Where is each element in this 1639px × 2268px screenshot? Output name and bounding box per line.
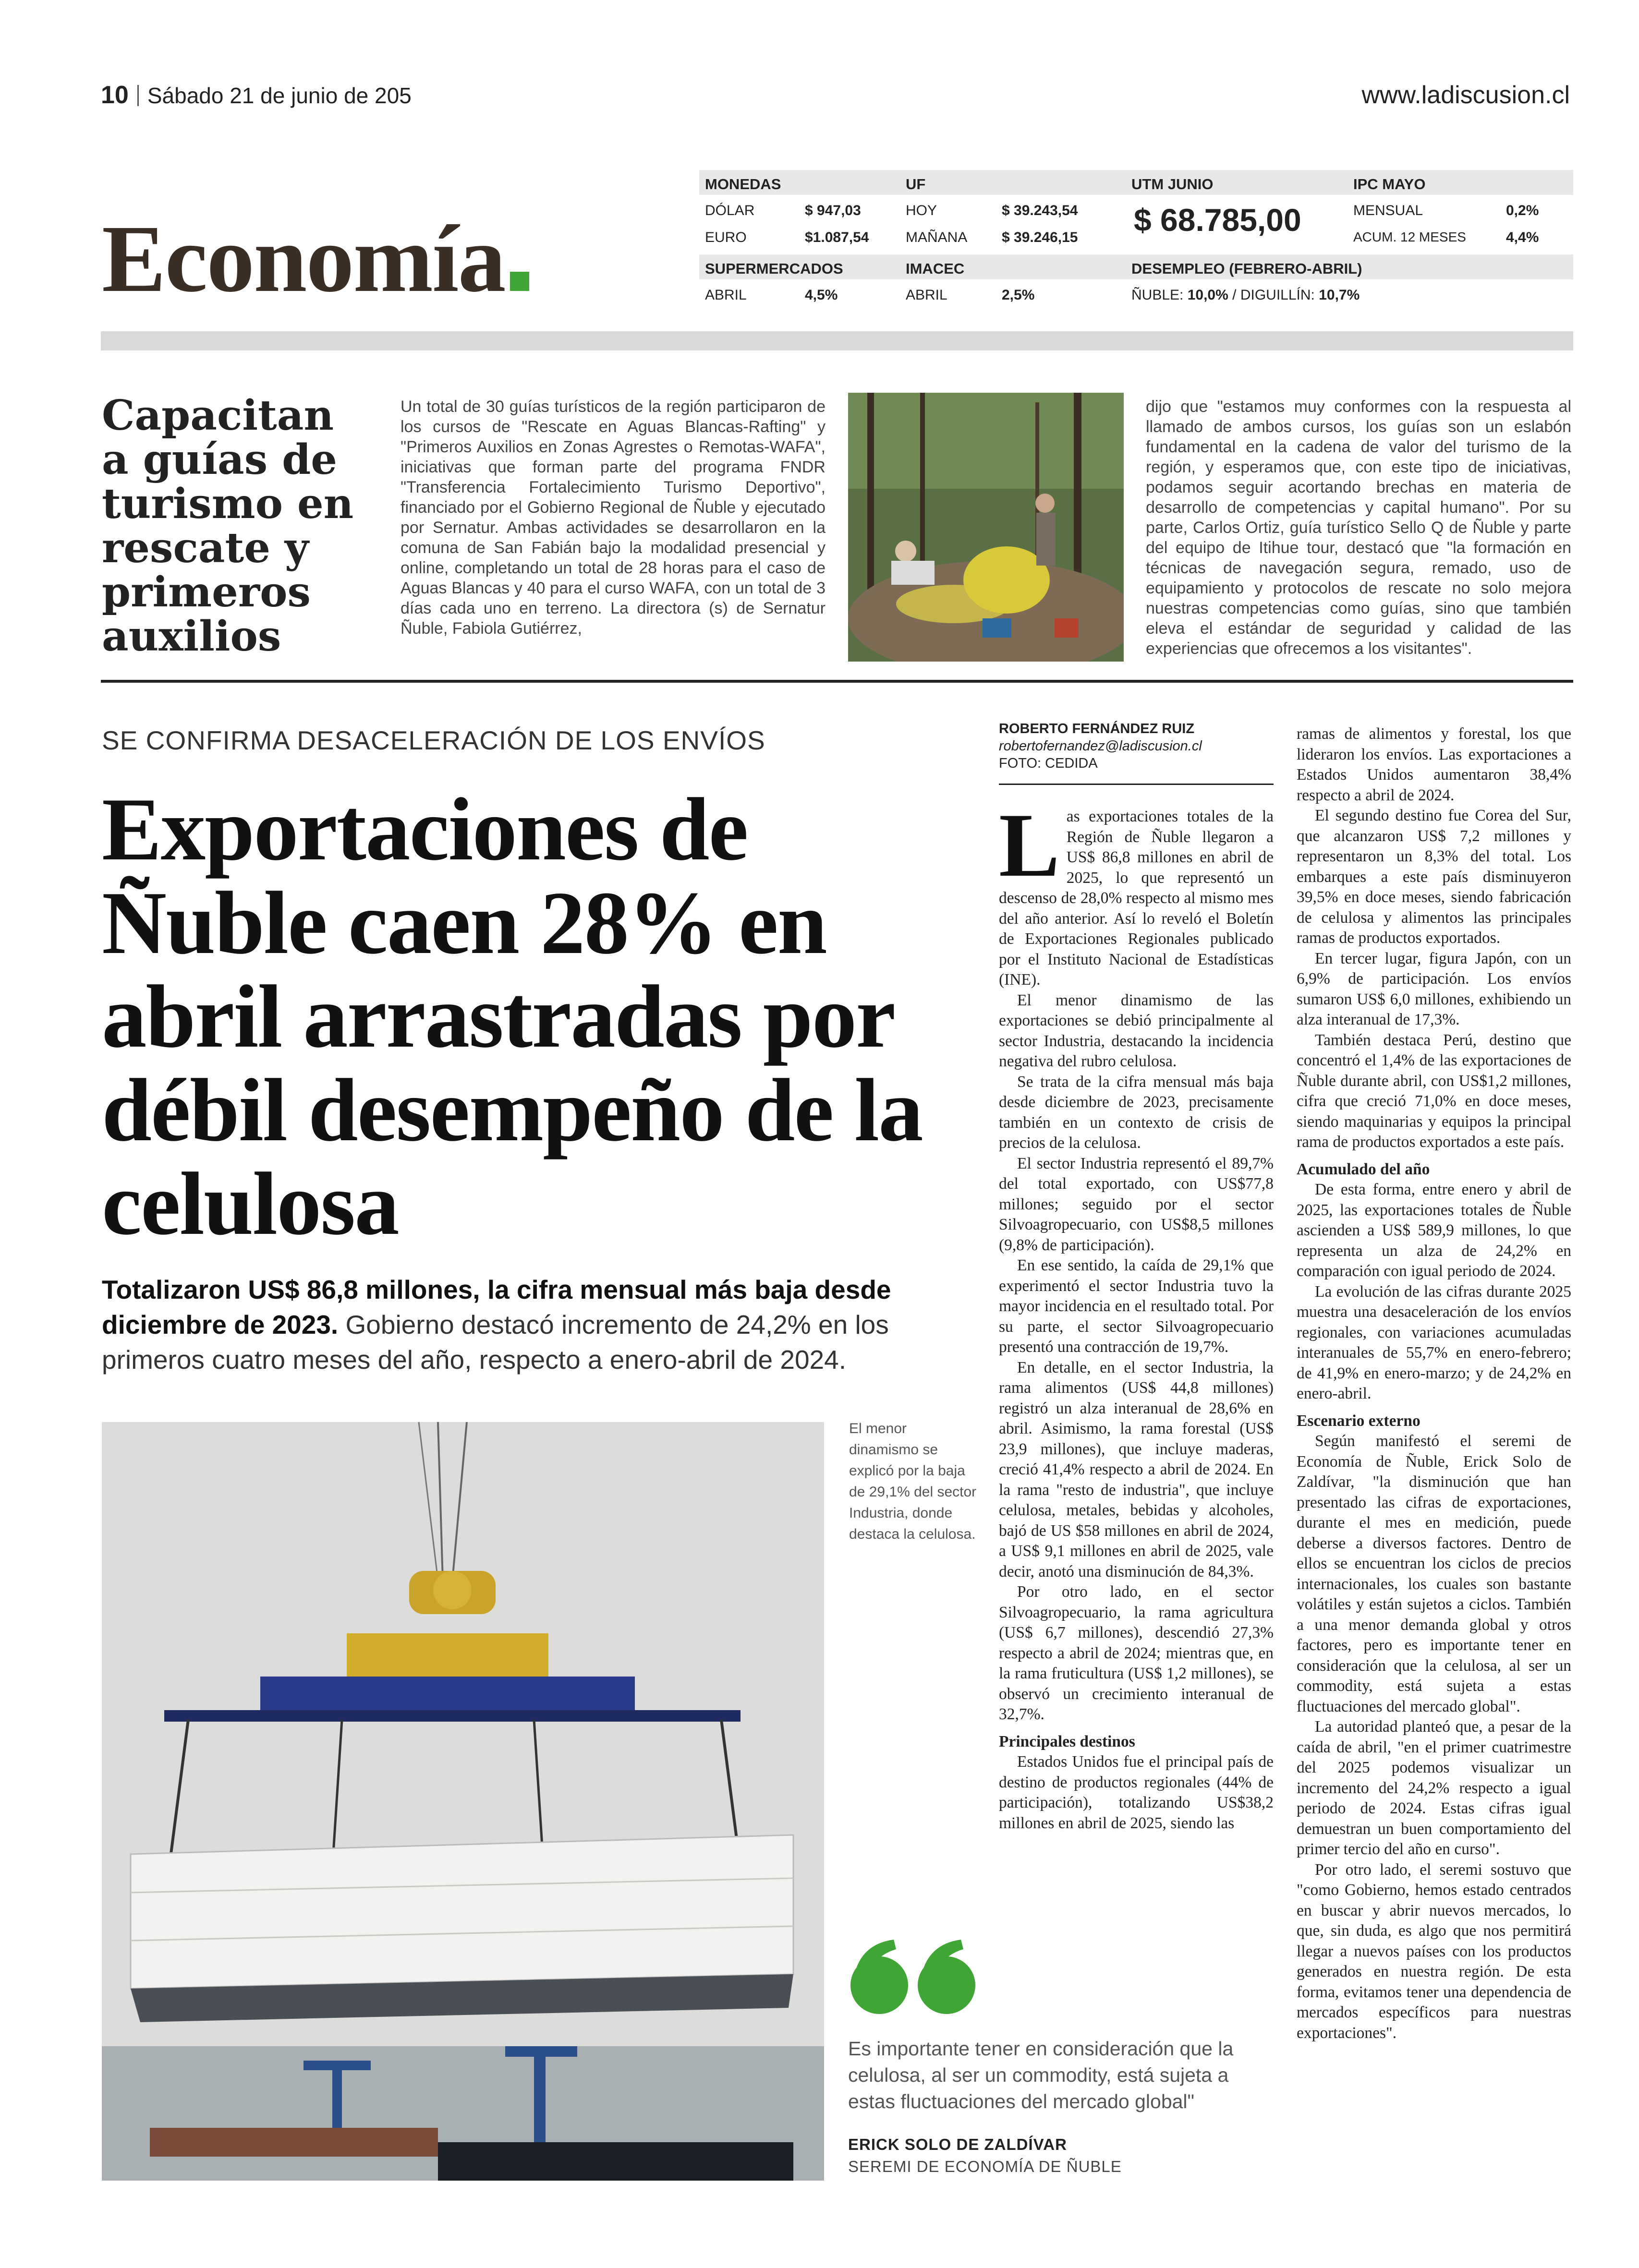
paragraph: ramas de alimentos y forestal, los que lideraron los envíos. Las exportaciones a Estados Unidos aumentaron 38,4% respecto a abril de 2024. <box>1297 725 1571 804</box>
uf-manana-value: $ 39.246,15 <box>1002 229 1078 245</box>
utm-value: $ 68.785,00 <box>1134 202 1301 238</box>
utm-label: UTM JUNIO <box>1131 176 1214 193</box>
nuble-label: ÑUBLE: <box>1131 287 1184 303</box>
section-title <box>102 206 529 312</box>
paragraph: La autoridad planteó que, a pesar de la caída de abril, "en el primer cuatrimestre del 2025 podemos visualizar un incremento del 24,2% respecto a igual periodo de 2024. Estas cifras igual demuestran un buen comportamiento del primer tercio del año en curso". <box>1297 1718 1571 1858</box>
main-rule <box>101 680 1573 683</box>
paragraph: Según manifestó el seremi de Economía de Ñuble, Erick Solo de Zaldívar, "la disminución que han presentado las cifras de exportaciones, durante el mes en medición, puede deberse a diversos factores. Dentro de ellos se encuentran los ciclos de precios internacionales, los cuales son bastante volátiles y están sujetos a ciclos. También a una menor demanda global y otros factores, pero es importante tener en consideración que la celulosa, al ser un commodity, está sujeta a estas fluctuaciones del mercado global". <box>1297 1432 1571 1715</box>
paragraph: En detalle, en el sector Industria, la rama alimentos (US$ 44,8 millones) registró un alza interanual de 28,6% en abril. Asimismo, la rama forestal (US$ 23,9 millones), que incluye maderas, creció 41,4% respecto a abril de 2024. En la rama "resto de industria", que incluye celulosa, metales, bebidas y alcoholes, bajó de US $58 millones en abril de 2024, a US$ 9,1 millones en abril de 2025, vale decir, anotó una disminución de 84,3%. <box>999 1358 1274 1580</box>
dolar-value: $ 947,03 <box>805 203 861 218</box>
byline-email[interactable]: robertofernandez@ladiscusion.cl <box>999 738 1202 754</box>
rescue-training-photo <box>848 393 1124 662</box>
folio-divider <box>137 85 139 106</box>
pull-quote: Es importante tener en consideración que la celulosa, al ser un commodity, está sujeta a estas fluctuaciones del mercado global" <box>848 2038 1234 2112</box>
euro-value: $1.087,54 <box>805 229 869 245</box>
paragraph: El sector Industria representó el 89,7% del total exportado, con US$77,8 millones; seguido por el sector Silvoagropecuario, con US$8,5 millones (9,8% de participación). <box>999 1154 1274 1254</box>
story-headline: Exportaciones de Ñuble caen 28% en abril arrastradas por débil desempeño de la celulosa <box>102 780 923 1254</box>
uf-label: UF <box>906 176 926 193</box>
deck-rest: Gobierno destacó incremento de 24,2% en los primeros cuatro meses del año, respecto a enero-abril de 2024. <box>102 1310 889 1375</box>
body-column-b <box>1297 724 1571 2043</box>
supermercados-name: ABRIL <box>705 287 747 303</box>
brief-column-2: dijo que "estamos muy conformes con la respuesta al llamado de ambos cursos, los guías son un eslabón fundamental en la cadena de valor del turismo de la región, y esperamos que, con este tipo de iniciativas, podamos seguir acortando brechas en materia de desarrollo de competencias y capital humano". Por su parte, Carlos Ortiz, guía turístico Sello Q de Ñuble y parte del equipo de Itihue tour, destacó que "la formación en técnicas de navegación segura, remado, uso de equipamiento y protocolos de rescate no solo mejora nuestras competencias como guías, sino que también eleva el estándar de seguridad y calidad de las experiencias que ofrecemos a los visitantes". <box>1146 398 1571 658</box>
imacec-label: IMACEC <box>906 260 965 277</box>
byline-name: ROBERTO FERNÁNDEZ RUIZ <box>999 721 1195 736</box>
paragraph: De esta forma, entre enero y abril de 2025, las exportaciones totales de Ñuble ascienden a US$ 589,9 millones, lo que representa un alza de 24,2% en comparación con igual periodo de 2024. <box>1297 1181 1571 1280</box>
paragraph: Por otro lado, el seremi sostuvo que "como Gobierno, hemos estado centrados en buscar y abrir nuevos mercados, lo que, sin duda, es algo que nos permitirá llegar a nuevos países con los productos generados en nuestra región. De esta forma, evitamos tener una dependencia de mercados específicos para nuestras exportaciones". <box>1297 1860 1571 2042</box>
supermercados-label: SUPERMERCADOS <box>705 260 843 277</box>
dolar-name: DÓLAR <box>705 203 755 218</box>
quote-author-role: SEREMI DE ECONOMÍA DE ÑUBLE <box>848 2158 1122 2175</box>
crane-cargo-photo <box>102 1422 824 2181</box>
diguillin-value: 10,7% <box>1319 287 1360 303</box>
brief-photo <box>848 393 1124 662</box>
diguillin-label: DIGUILLÍN: <box>1240 287 1315 303</box>
nuble-value: 10,0% <box>1187 287 1228 303</box>
ipc-label: IPC MAYO <box>1353 176 1426 193</box>
monedas-label: MONEDAS <box>705 176 781 193</box>
byline-photo-credit: FOTO: CEDIDA <box>999 756 1098 771</box>
photo-caption: El menor dinamismo se explicó por la baja de 29,1% del sector Industria, donde destaca la celulosa. <box>849 1421 977 1542</box>
uf-manana-name: MAÑANA <box>906 229 968 245</box>
page-date: Sábado 21 de junio de 205 <box>147 83 412 108</box>
uf-hoy-name: HOY <box>906 203 937 218</box>
dropcap: L <box>999 795 1060 896</box>
ipc-mensual-name: MENSUAL <box>1353 203 1423 218</box>
section-title-text: Economía <box>102 206 505 312</box>
page-folio <box>101 81 412 109</box>
header-gray-rule <box>101 331 1573 350</box>
paragraph: También destaca Perú, destino que concentró el 1,4% de las exportaciones de Ñuble durante abril, con US$1,2 millones, cifra que creció 71,0% en doce meses, siendo maquinarias y equipos la principal rama de productos exportados a este país. <box>1297 1031 1571 1151</box>
uf-hoy-value: $ 39.243,54 <box>1002 203 1078 218</box>
paragraph: El menor dinamismo de las exportaciones se debió principalmente al sector Industria, destacando la incidencia negativa del rubro celulosa. <box>999 991 1274 1070</box>
desempleo-values: ÑUBLE: 10,0% / DIGUILLÍN: 10,7% <box>1131 287 1360 303</box>
brief-column-1: Un total de 30 guías turísticos de la región participaron de los cursos de "Rescate en Aguas Blancas-Rafting" y "Primeros Auxilios en Zonas Agrestes o Remotas-WAFA", iniciativas que forman parte del programa FNDR "Transferencia Fortalecimiento Turismo Deportivo", financiado por el Gobierno Regional de Ñuble y ejecutado por Sernatur. Ambas actividades se desarrollaron en la comuna de San Fabián bajo la modalidad presencial y online, completando un total de 28 horas para el caso de Aguas Blancas y 40 para el curso WAFA, con un total de 3 días cada uno en terreno. La directora (s) de Sernatur Ñuble, Fabiola Gutiérrez, <box>401 398 826 638</box>
subhead-escenario-externo: Escenario externo <box>1297 1411 1420 1430</box>
euro-name: EURO <box>705 229 747 245</box>
indicators-header-row <box>699 170 1573 195</box>
paragraph: El segundo destino fue Corea del Sur, que alcanzaron US$ 7,2 millones y representaron un 8,3% del total. Los embarques a este país disminuyeron 39,5% en doce meses, siendo fabricación de celulosa y alimentos las principales ramas de productos exportados. <box>1297 807 1571 947</box>
paragraph: Estados Unidos fue el principal país de destino de productos regionales (44% de participación), totalizando US$38,2 millones en abril de 2025, siendo las <box>999 1753 1274 1832</box>
imacec-name: ABRIL <box>906 287 947 303</box>
imacec-value: 2,5% <box>1002 287 1035 303</box>
ipc-acum-name: ACUM. 12 MESES <box>1353 229 1466 244</box>
paragraph: En tercer lugar, figura Japón, con un 6,9% de participación. Los envíos sumaron US$ 6,0 millones, exhibiendo un alza interanual de 17,3%. <box>1297 949 1571 1028</box>
ipc-mensual-value: 0,2% <box>1506 203 1539 218</box>
paragraph: Se trata de la cifra mensual más baja desde diciembre de 2023, precisamente también en un contexto de crisis de precios de la celulosa. <box>999 1073 1274 1152</box>
quote-glyph <box>848 1935 983 2016</box>
byline-rule <box>999 784 1274 785</box>
desempleo-label: DESEMPLEO (FEBRERO-ABRIL) <box>1131 260 1362 277</box>
byline <box>999 720 1277 772</box>
subhead-principales-destinos: Principales destinos <box>999 1732 1135 1750</box>
main-photo <box>102 1422 824 2181</box>
supermercados-value: 4,5% <box>805 287 838 303</box>
story-kicker: SE CONFIRMA DESACELERACIÓN DE LOS ENVÍOS <box>102 725 765 755</box>
story-deck <box>102 1272 981 1377</box>
ipc-acum-value: 4,4% <box>1506 229 1539 245</box>
first-paragraph <box>999 795 1274 990</box>
brief-headline: Capacitan a guías de turismo en rescate y primeros auxilios <box>102 391 354 661</box>
site-url[interactable]: www.ladiscusion.cl <box>1361 81 1570 109</box>
paragraph: La evolución de las cifras durante 2025 muestra una desaceleración de los envíos regionales, con variaciones acumuladas interanuales de 55,7% en enero-febrero; de 41,9% en enero-marzo; y de 24,2% en enero-abril. <box>1297 1282 1571 1402</box>
first-paragraph-text: as exportaciones totales de la Región de Ñuble llegaron a US$ 86,8 millones en abril de 2025, lo que representó un descenso de 28,0% respecto al mismo mes del año anterior. Así lo reveló el Boletín de Exportaciones Regionales publicado por el Instituto Nacional de Estadísticas (INE). <box>999 808 1274 989</box>
economic-indicators <box>699 170 1573 309</box>
section-dot <box>510 272 529 291</box>
subhead-acumulado: Acumulado del año <box>1297 1160 1430 1178</box>
indicators-header-row-2 <box>699 254 1573 279</box>
paragraph: En ese sentido, la caída de 29,1% que experimentó el sector Industria tuvo la mayor incidencia en el resultado total. Por su parte, el sector Silvoagropecuario presentó una contracción de 19,7%. <box>999 1256 1274 1356</box>
quote-marks-icon <box>848 1935 983 2019</box>
quote-author-name: ERICK SOLO DE ZALDÍVAR <box>848 2135 1067 2153</box>
page-number: 10 <box>101 81 129 109</box>
body-column-a <box>999 795 1274 1834</box>
paragraph: Por otro lado, en el sector Silvoagropecuario, la rama agricultura (US$ 6,7 millones), descendió 27,3% respecto a abril de 2024; mientras que, en la rama fruticultura (US$ 1,2 millones), se observó un crecimiento interanual de 32,7%. <box>999 1583 1274 1723</box>
deck-bold: Totalizaron US$ 86,8 millones, la cifra mensual más baja desde diciembre de 2023. <box>102 1275 891 1339</box>
